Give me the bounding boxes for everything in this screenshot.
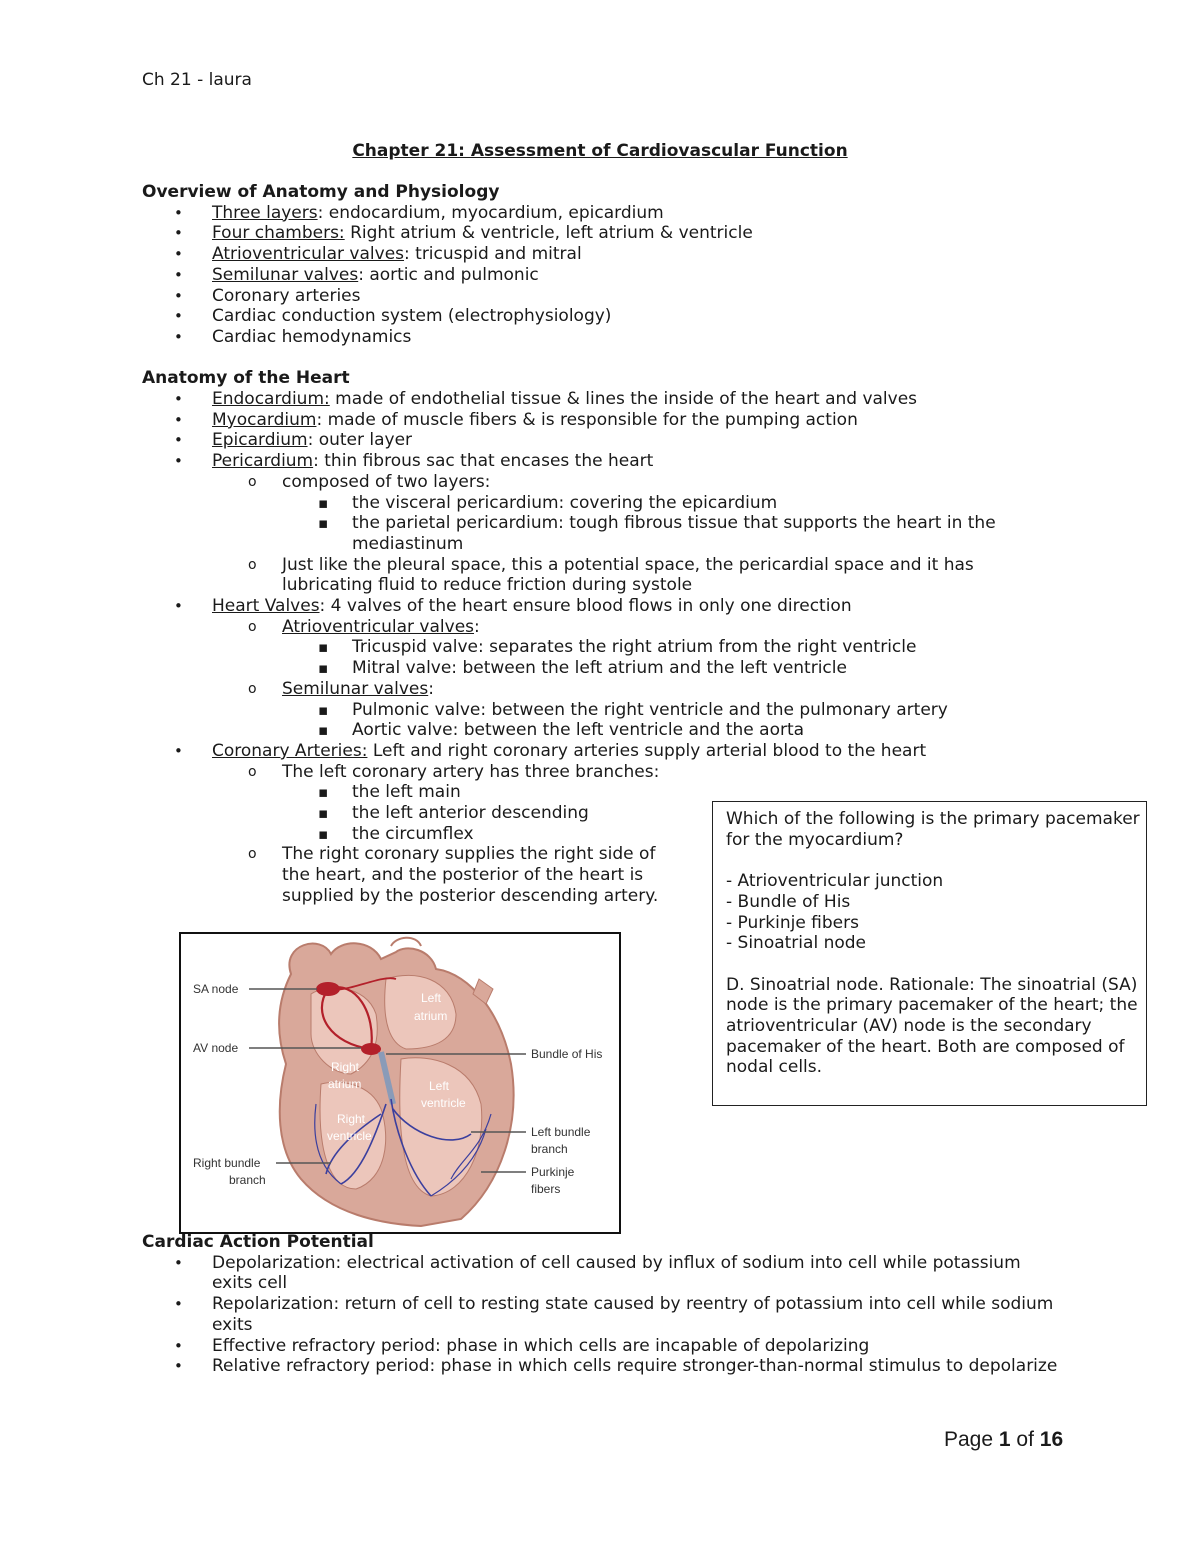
action-potential-section [142, 1232, 1062, 1377]
list-item: • Heart Valves: 4 valves of the heart ensure blood flows in only one direction [142, 596, 1062, 617]
list-item: • Repolarization: return of cell to resting state caused by reentry of potassium into cell while sodium exits [142, 1294, 1062, 1335]
right-bundle-label: Right bundle [193, 1156, 261, 1170]
right-bundle-label: branch [229, 1173, 266, 1187]
sa-node-label: SA node [193, 982, 239, 996]
left-bundle-label: branch [531, 1142, 568, 1156]
left-atrium-label: Left [421, 991, 442, 1005]
list-item: • Atrioventricular valves: tricuspid and mitral [142, 244, 1062, 265]
quiz-question: Which of the following is the primary pacemaker for the myocardium? [726, 809, 1140, 850]
list-item: • Coronary arteries [142, 286, 1062, 307]
page-header: Ch 21 - laura [142, 70, 252, 90]
purkinje-label: Purkinje [531, 1165, 575, 1179]
overview-heading: Overview of Anatomy and Physiology [142, 182, 500, 202]
list-item: ▪ Aortic valve: between the left ventricle and the aorta [142, 720, 1062, 741]
list-item: • Myocardium: made of muscle fibers & is responsible for the pumping action [142, 410, 1062, 431]
list-item: • Cardiac conduction system (electrophysiology) [142, 306, 1062, 327]
av-node-label: AV node [193, 1041, 239, 1055]
main-content [142, 182, 1062, 907]
bundle-of-his-label: Bundle of His [531, 1047, 603, 1061]
list-item: • Effective refractory period: phase in which cells are incapable of depolarizing [142, 1336, 1062, 1357]
list-item: o The left coronary artery has three branches: [142, 762, 1062, 783]
quiz-option: - Bundle of His [726, 891, 851, 912]
list-item: ▪ the left main [142, 782, 1062, 803]
page-number: Page 1 of 16 [944, 1428, 1064, 1451]
right-atrium-label: Right [331, 1060, 360, 1074]
right-ventricle-label: ventricle [327, 1129, 372, 1143]
list-item: o Atrioventricular valves: [142, 617, 1062, 638]
left-bundle-label: Left bundle [531, 1125, 591, 1139]
chapter-title: Chapter 21: Assessment of Cardiovascular Function [352, 141, 848, 161]
left-ventricle-label: Left [429, 1079, 450, 1093]
purkinje-label: fibers [531, 1182, 561, 1196]
list-item: • Depolarization: electrical activation of cell caused by influx of sodium into cell while potassium exits cell [142, 1253, 1062, 1294]
list-item: • Three layers: endocardium, myocardium, epicardium [142, 203, 1062, 224]
list-item: ▪ the left anterior descending [142, 803, 1062, 824]
list-item: ▪ the visceral pericardium: covering the epicardium [142, 493, 1062, 514]
list-item: o Just like the pleural space, this a potential space, the pericardial space and it has lubricating fluid to reduce friction during systole [142, 555, 1012, 596]
list-item: o Semilunar valves: [142, 679, 1062, 700]
list-item: • Cardiac hemodynamics [142, 327, 1062, 348]
list-item: • Pericardium: thin fibrous sac that encases the heart [142, 451, 1062, 472]
list-item: ▪ Mitral valve: between the left atrium and the left ventricle [142, 658, 1062, 679]
list-item: • Relative refractory period: phase in which cells require stronger-than-normal stimulus to depolarize [142, 1356, 1062, 1377]
list-item: • Semilunar valves: aortic and pulmonic [142, 265, 1062, 286]
left-atrium-label: atrium [414, 1009, 448, 1023]
action-potential-list [142, 1253, 1062, 1377]
right-ventricle-label: Right [337, 1112, 366, 1126]
list-item: o composed of two layers: [142, 472, 1062, 493]
action-potential-heading: Cardiac Action Potential [142, 1232, 374, 1252]
list-item: • Coronary Arteries: Left and right coronary arteries supply arterial blood to the heart [142, 741, 1062, 762]
list-item: ▪ Pulmonic valve: between the right ventricle and the pulmonary artery [142, 700, 1062, 721]
quiz-box [712, 801, 1147, 1106]
quiz-answer: D. Sinoatrial node. Rationale: The sinoatrial (SA) node is the primary pacemaker of the heart; the atrioventricular (AV) node is the secondary pacemaker of the heart. Both are composed of nodal cells. [726, 974, 1138, 1078]
list-item: o The right coronary supplies the right side of the heart, and the posterior of the heart is supplied by the posterior descending artery. [142, 844, 682, 906]
list-item: ▪ the parietal pericardium: tough fibrous tissue that supports the heart in the mediastinum [142, 513, 1022, 554]
right-atrium-label: atrium [328, 1077, 362, 1091]
list-item: ▪ the circumflex [142, 824, 1062, 845]
heart-diagram [181, 934, 619, 1232]
quiz-option: - Sinoatrial node [726, 933, 866, 954]
list-item: • Endocardium: made of endothelial tissue & lines the inside of the heart and valves [142, 389, 1062, 410]
aorta [391, 938, 421, 946]
overview-list [142, 203, 1062, 348]
list-item: • Epicardium: outer layer [142, 430, 1062, 451]
list-item: ▪ Tricuspid valve: separates the right atrium from the right ventricle [142, 637, 1062, 658]
left-ventricle-label: ventricle [421, 1096, 466, 1110]
list-item: • Four chambers: Right atrium & ventricle, left atrium & ventricle [142, 223, 1062, 244]
heart-conduction-figure [179, 932, 621, 1234]
quiz-option: - Purkinje fibers [726, 912, 859, 933]
quiz-option: - Atrioventricular junction [726, 871, 944, 892]
anatomy-heading: Anatomy of the Heart [142, 368, 350, 389]
